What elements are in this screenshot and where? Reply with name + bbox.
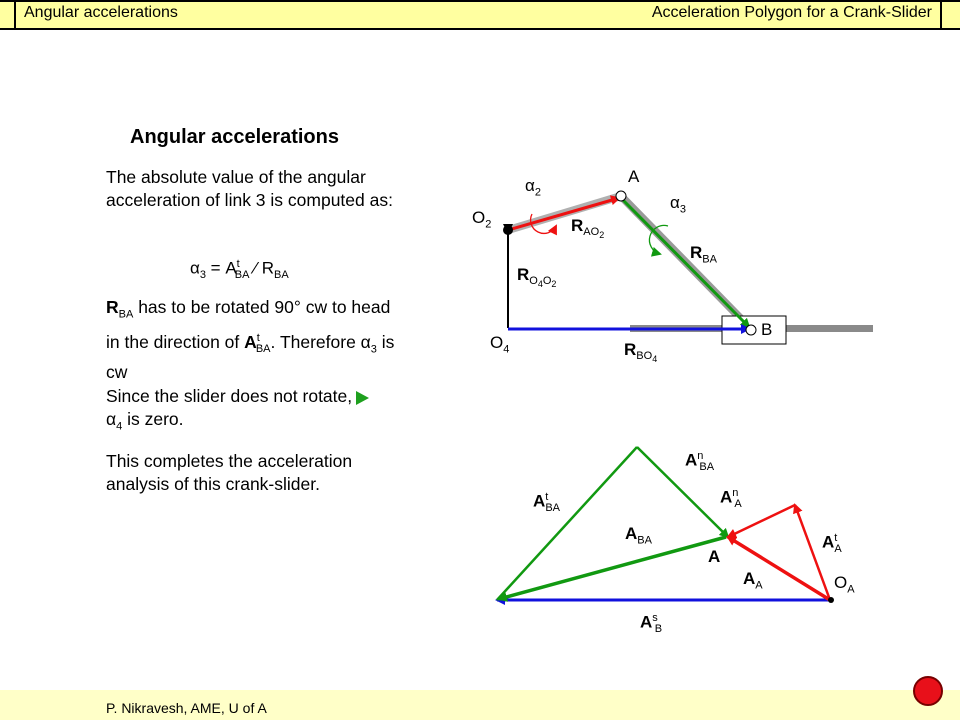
label-as-b: $A^s_B$ bbox=[640, 612, 663, 636]
label-o2: $O_2$ bbox=[472, 208, 492, 231]
page-title: Angular accelerations bbox=[130, 126, 339, 148]
label-r-o4o2: $R_{O_4O_2}$ bbox=[517, 265, 557, 290]
label-at-ba: $A^t_{BA}$ bbox=[533, 491, 561, 515]
label-r-ba: $R_{BA}$ bbox=[690, 243, 717, 266]
header-right-title: Acceleration Polygon for a Crank-Slider bbox=[651, 4, 932, 21]
joint-o2 bbox=[503, 225, 513, 235]
label-a-a: $A_A$ bbox=[743, 569, 763, 592]
paragraph-2: $R_{BA}$ has to be rotated 90° cw to head in the direction of $A^t_{BA}$. Therefore $\alpha_3$ is cw bbox=[106, 297, 395, 382]
vector-a-ba bbox=[499, 537, 726, 599]
footer-author: P. Nikravesh, AME, U of A bbox=[106, 700, 267, 716]
label-r-bo4: $R_{BO_4}$ bbox=[624, 340, 658, 365]
polygon-origin bbox=[828, 597, 834, 603]
paragraph-1: The absolute value of the angular acceleration of link 3 is computed as: bbox=[106, 167, 393, 210]
paragraph-3: Since the slider does not rotate, $\alpha_4$ is zero. bbox=[106, 386, 353, 433]
label-a: A bbox=[708, 547, 721, 566]
label-an-a: $A^n_A$ bbox=[720, 487, 742, 511]
label-alpha3: $\alpha_3$ bbox=[670, 193, 686, 216]
joint-b bbox=[746, 325, 756, 335]
label-at-a: $A^t_A$ bbox=[822, 532, 842, 556]
joint-a bbox=[616, 191, 626, 201]
label-joint-a: A bbox=[628, 167, 640, 186]
vector-r-ba bbox=[619, 196, 749, 327]
label-joint-b: B bbox=[761, 320, 773, 339]
vector-an-ba bbox=[497, 447, 637, 600]
alpha3-formula: $\alpha_3 = A^t_{BA}$ ⁄ $R_{BA}$ bbox=[190, 258, 289, 282]
paragraph-4: This completes the acceleration analysis of this crank-slider. bbox=[106, 451, 353, 494]
label-r-ao2: $R_{AO_2}$ bbox=[571, 216, 605, 241]
stop-button[interactable] bbox=[913, 676, 943, 706]
header-left-title: Angular accelerations bbox=[24, 4, 178, 21]
label-o-a: $O_A$ bbox=[834, 573, 855, 596]
label-an-ba: $A^n_{BA}$ bbox=[685, 450, 715, 474]
label-o4: $O_4$ bbox=[490, 333, 510, 356]
label-a-ba: $A_{BA}$ bbox=[625, 524, 652, 547]
label-alpha2: $\alpha_2$ bbox=[525, 176, 541, 199]
